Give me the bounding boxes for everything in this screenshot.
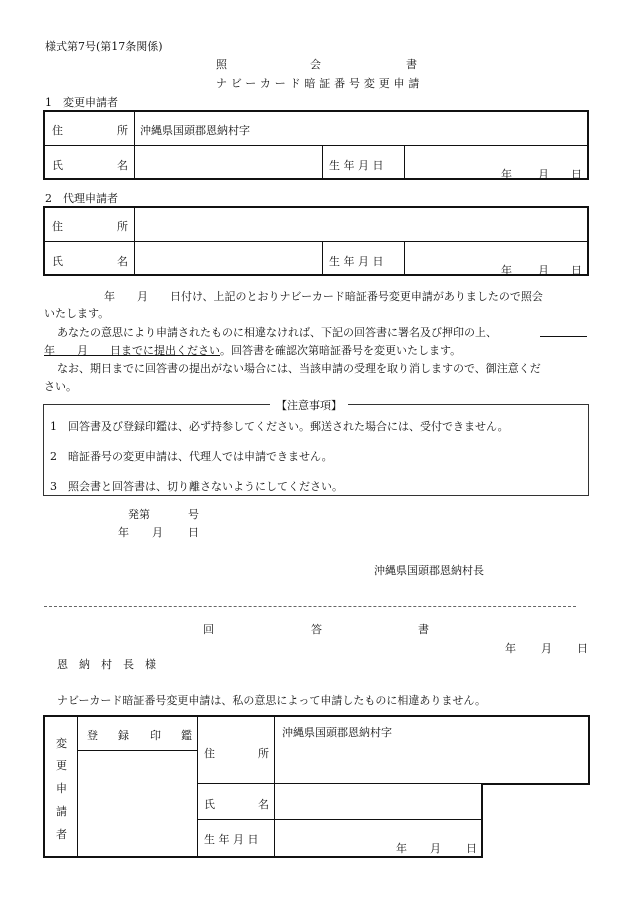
birth-month-1: 月 [538, 168, 549, 181]
reply-month: 月 [541, 642, 552, 655]
applicant-char-2: 更 [56, 759, 67, 772]
issue-month: 月 [152, 526, 163, 539]
label-address-1a: 住 [52, 124, 63, 137]
label-name-1b: 名 [117, 159, 128, 172]
reply-birth-year: 年 [396, 842, 407, 855]
label-name-2a: 氏 [52, 255, 63, 268]
form-number: 様式第7号(第17条関係) [45, 40, 163, 53]
deadline-text: 年 月 日までに提出ください [44, 344, 220, 357]
reply-label-address-a: 住 [204, 747, 215, 760]
label-address-2b: 所 [117, 220, 128, 233]
label-address-1b: 所 [117, 124, 128, 137]
issue-number-suffix: 号 [188, 508, 199, 521]
seal-label-4: 鑑 [181, 729, 192, 742]
reply-birth-month: 月 [430, 842, 441, 855]
applicant-char-5: 者 [56, 828, 67, 841]
reply-name-field[interactable] [275, 784, 481, 819]
reply-label-name-a: 氏 [204, 798, 215, 811]
reply-day: 日 [577, 642, 588, 655]
label-address-2a: 住 [52, 220, 63, 233]
title-char-1: 照 [216, 58, 227, 71]
issue-number-prefix: 発第 [128, 508, 150, 521]
paragraph-2-line-2 [44, 342, 461, 358]
seal-label-3: 印 [150, 729, 161, 742]
label-birth-2: 生 年 月 日 [329, 255, 384, 268]
note-item-2: 2 暗証番号の変更申請は、代理人では申請できません。 [50, 450, 333, 463]
issue-year: 年 [118, 526, 129, 539]
paragraph-1-line-2: いたします。 [44, 307, 110, 320]
label-name-2b: 名 [117, 255, 128, 268]
paragraph-2-rest: 。回答書を確認次第暗証番号を変更いたします。 [220, 344, 462, 357]
paragraph-3-line-1: なお、期日までに回答書の提出がない場合には、当該申請の受理を取り消しますので、御注意くだ [57, 362, 541, 375]
label-birth-1: 生 年 月 日 [329, 159, 384, 172]
applicant-char-1: 変 [56, 737, 67, 750]
reply-label-address-b: 所 [258, 747, 269, 760]
seal-label-1: 登 [87, 729, 98, 742]
issuer-name: 沖縄県国頭郡恩納村長 [374, 564, 484, 577]
addressee: 恩 納 村 長 様 [57, 658, 156, 671]
reply-title-char-2: 答 [311, 623, 322, 636]
applicant-char-4: 請 [56, 805, 67, 818]
reply-birth-day: 日 [466, 842, 477, 855]
reply-label-name-b: 名 [258, 798, 269, 811]
issue-day: 日 [188, 526, 199, 539]
reply-statement: ナビーカード暗証番号変更申請は、私の意思によって申請したものに相違ありません。 [57, 694, 486, 707]
form-subtitle: ナビーカード暗証番号変更申請 [216, 77, 424, 90]
birth-year-2: 年 [501, 264, 512, 277]
birth-day-1: 日 [571, 168, 582, 181]
note-item-1: 1 回答書及び登録印鑑は、必ず持参してください。郵送された場合には、受付できません。 [50, 420, 509, 433]
seal-area[interactable] [78, 751, 197, 856]
notes-title: 【注意事項】 [270, 397, 348, 413]
paragraph-2-line-1: あなたの意思により申請されたものに相違なければ、下記の回答書に署名及び押印の上、 [57, 326, 497, 339]
address-value-1: 沖縄県国頭郡恩納村字 [140, 124, 250, 137]
note-item-3: 3 照会書と回答書は、切り離さないようにしてください。 [50, 480, 343, 493]
section-2-heading: 2 代理申請者 [45, 192, 118, 205]
reply-year: 年 [505, 642, 516, 655]
section-1-heading: 1 変更申請者 [45, 96, 118, 109]
title-char-3: 書 [406, 58, 417, 71]
birth-day-2: 日 [571, 264, 582, 277]
reply-title-char-1: 回 [203, 623, 214, 636]
reply-title-char-3: 書 [418, 623, 429, 636]
applicant-char-3: 申 [56, 782, 67, 795]
birth-year-1: 年 [501, 168, 512, 181]
paragraph-1-line-1: 年 月 日付け、上記のとおりナビーカード暗証番号変更申請がありましたので照会 [104, 290, 543, 303]
title-char-2: 会 [310, 58, 321, 71]
label-name-1a: 氏 [52, 159, 63, 172]
seal-label-2: 録 [118, 729, 129, 742]
reply-label-birth: 生 年 月 日 [204, 833, 259, 846]
birth-month-2: 月 [538, 264, 549, 277]
reply-address-value: 沖縄県国頭郡恩納村字 [282, 726, 392, 739]
paragraph-3-line-2: さい。 [44, 380, 77, 393]
cut-line [44, 606, 576, 607]
